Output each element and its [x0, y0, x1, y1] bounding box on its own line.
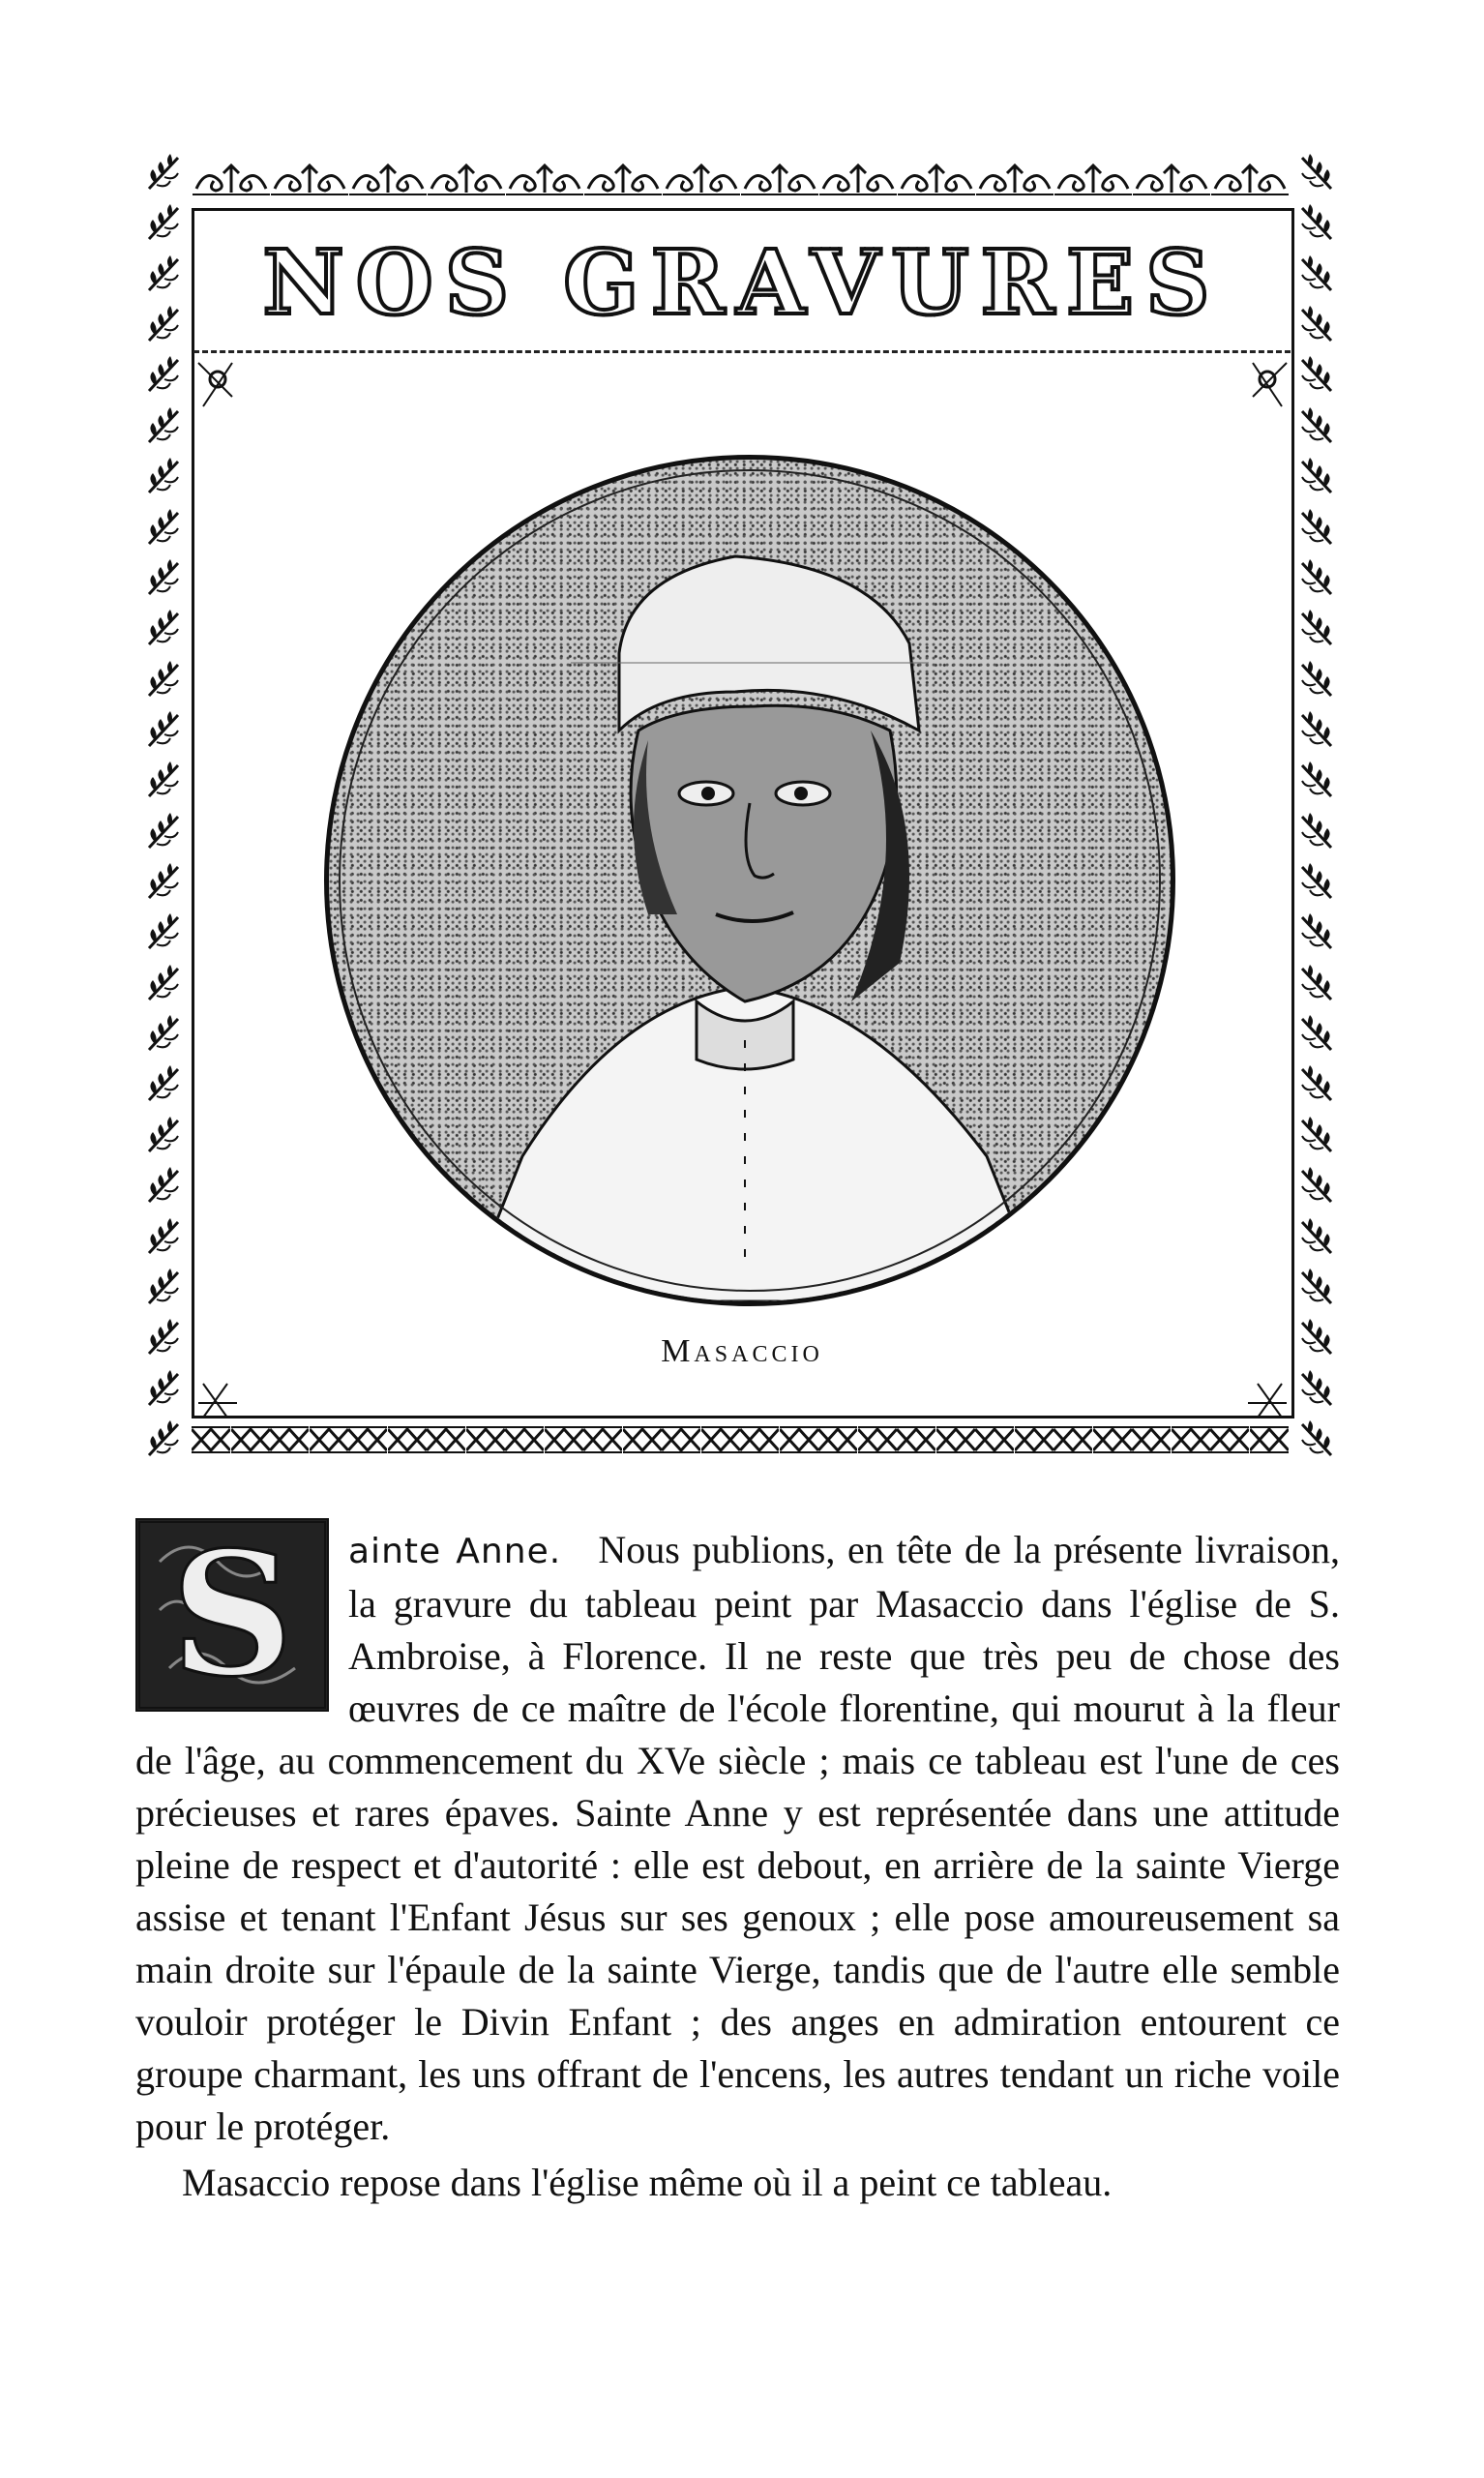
leaf-sprig-icon: [1294, 606, 1339, 650]
lattice-ornament-icon: [466, 1425, 505, 1454]
leaf-sprig-icon: [1294, 150, 1339, 194]
leaf-sprig-icon: [1294, 809, 1339, 853]
leaf-sprig-icon: [141, 302, 186, 346]
leaf-sprig-icon: [141, 1417, 186, 1461]
portrait-medallion: [324, 455, 1175, 1306]
lattice-ornament-icon: [897, 1425, 935, 1454]
leaf-sprig-icon: [1294, 1417, 1339, 1461]
lattice-ornament-icon: [1172, 1425, 1210, 1454]
lattice-ornament-icon: [388, 1425, 427, 1454]
leaf-sprig-icon: [1294, 302, 1339, 346]
dropcap-s: [135, 1514, 329, 1715]
leaf-sprig-icon: [141, 1011, 186, 1056]
page-title: NOS GRAVURES: [193, 230, 1291, 346]
leaf-sprig-icon: [141, 505, 186, 550]
leaf-sprig-icon: [1294, 505, 1339, 550]
scroll-ornament-icon: [193, 160, 270, 198]
leaf-sprig-icon: [141, 352, 186, 397]
scroll-ornament-icon: [584, 160, 662, 198]
right-leaf-border: [1289, 150, 1345, 1461]
scroll-ornament-icon: [271, 160, 348, 198]
leaf-sprig-icon: [1294, 352, 1339, 397]
leaf-sprig-icon: [141, 150, 186, 194]
leaf-sprig-icon: [1294, 403, 1339, 448]
scroll-ornament-icon: [428, 160, 505, 198]
leaf-sprig-icon: [1294, 1011, 1339, 1056]
leaf-sprig-icon: [141, 859, 186, 904]
leaf-sprig-icon: [141, 1366, 186, 1411]
leaf-sprig-icon: [1294, 1061, 1339, 1106]
portrait-engraving: [329, 460, 1171, 1301]
leaf-sprig-icon: [1294, 657, 1339, 702]
article-body: [135, 1514, 1341, 2248]
lattice-ornament-icon: [858, 1425, 897, 1454]
leaf-sprig-icon: [141, 606, 186, 650]
lattice-ornament-icon: [1054, 1425, 1092, 1454]
corner-ornament-icon: [193, 1364, 261, 1422]
top-scroll-border: [192, 152, 1289, 206]
scroll-ornament-icon: [663, 160, 740, 198]
leaf-sprig-icon: [141, 1163, 186, 1208]
scroll-ornament-icon: [506, 160, 583, 198]
leaf-sprig-icon: [141, 961, 186, 1005]
lattice-ornament-icon: [1250, 1425, 1289, 1454]
leaf-sprig-icon: [1294, 1113, 1339, 1157]
leaf-sprig-icon: [141, 1061, 186, 1106]
scroll-ornament-icon: [1133, 160, 1210, 198]
scroll-ornament-icon: [1054, 160, 1132, 198]
leaf-sprig-icon: [1294, 1265, 1339, 1309]
lattice-ornament-icon: [1015, 1425, 1054, 1454]
leaf-sprig-icon: [141, 1265, 186, 1309]
leaf-sprig-icon: [141, 1214, 186, 1259]
lattice-ornament-icon: [310, 1425, 348, 1454]
title-divider: [193, 350, 1291, 353]
lattice-ornament-icon: [975, 1425, 1014, 1454]
scroll-ornament-icon: [741, 160, 818, 198]
leaf-sprig-icon: [1294, 1214, 1339, 1259]
leaf-sprig-icon: [1294, 961, 1339, 1005]
corner-ornament-icon: [1224, 358, 1291, 416]
leaf-sprig-icon: [1294, 1366, 1339, 1411]
leaf-sprig-icon: [141, 200, 186, 245]
leaf-sprig-icon: [1294, 200, 1339, 245]
lattice-ornament-icon: [348, 1425, 387, 1454]
bottom-lattice-border: [192, 1418, 1289, 1461]
scroll-ornament-icon: [898, 160, 975, 198]
lattice-ornament-icon: [662, 1425, 700, 1454]
leaf-sprig-icon: [141, 657, 186, 702]
lattice-ornament-icon: [623, 1425, 662, 1454]
lattice-ornament-icon: [583, 1425, 622, 1454]
lattice-ornament-icon: [936, 1425, 975, 1454]
lattice-ornament-icon: [505, 1425, 544, 1454]
corner-ornament-icon: [193, 358, 261, 416]
leaf-sprig-icon: [141, 1113, 186, 1157]
left-leaf-border: [135, 150, 192, 1461]
lattice-ornament-icon: [427, 1425, 465, 1454]
leaf-sprig-icon: [141, 454, 186, 498]
scroll-ornament-icon: [976, 160, 1054, 198]
leaf-sprig-icon: [141, 758, 186, 802]
paragraph-2: Masaccio repose dans l'église même où il a peint ce tableau.: [182, 2161, 1113, 2204]
leaf-sprig-icon: [1294, 707, 1339, 752]
lattice-ornament-icon: [780, 1425, 818, 1454]
scroll-ornament-icon: [349, 160, 427, 198]
lattice-ornament-icon: [270, 1425, 309, 1454]
leaf-sprig-icon: [1294, 859, 1339, 904]
leaf-sprig-icon: [1294, 555, 1339, 600]
leaf-sprig-icon: [1294, 910, 1339, 954]
corner-ornament-icon: [1224, 1364, 1291, 1422]
leaf-sprig-icon: [141, 910, 186, 954]
leaf-sprig-icon: [1294, 758, 1339, 802]
leaf-sprig-icon: [141, 252, 186, 296]
lattice-ornament-icon: [1132, 1425, 1171, 1454]
leaf-sprig-icon: [141, 555, 186, 600]
lattice-ornament-icon: [231, 1425, 270, 1454]
lattice-ornament-icon: [740, 1425, 779, 1454]
scroll-ornament-icon: [819, 160, 897, 198]
paragraph-1-text: Nous publions, en tête de la présente livraison, la gravure du tableau peint par Masaccio dans l'église de S. Ambroise, à Florence. Il ne reste que très peu de chose des œuvres de ce maître de l'école florentine, qui mourut à la fleur de l'âge, au commencement du XVe siècle ; mais ce tableau est l'une de ces précieuses et rares épaves. Sainte Anne y est représentée dans une attitude pleine de respect et d'autorité : elle est debout, en arrière de la sainte Vierge assise et tenant l'Enfant Jésus sur ses genoux ; elle pose amoureusement sa main droite sur l'épaule de la sainte Vierge, tandis que de l'autre elle semble vouloir protéger le Divin Enfant ; des anges en admiration entourent ce groupe charmant, les uns offrant de l'encens, les autres tendant un riche voile pour le protéger.: [135, 1528, 1341, 2148]
lattice-ornament-icon: [1210, 1425, 1249, 1454]
scroll-ornament-icon: [1211, 160, 1289, 198]
dropcap-letter: S: [170, 1514, 294, 1715]
leaf-sprig-icon: [1294, 1163, 1339, 1208]
leaf-sprig-icon: [141, 809, 186, 853]
leaf-sprig-icon: [1294, 454, 1339, 498]
lattice-ornament-icon: [1093, 1425, 1132, 1454]
lattice-ornament-icon: [192, 1425, 230, 1454]
lattice-ornament-icon: [545, 1425, 583, 1454]
lattice-ornament-icon: [701, 1425, 740, 1454]
leaf-sprig-icon: [141, 403, 186, 448]
lattice-ornament-icon: [818, 1425, 857, 1454]
portrait-caption: Masaccio: [661, 1333, 823, 1369]
lead-text: ainte Anne.: [348, 1532, 562, 1571]
leaf-sprig-icon: [1294, 252, 1339, 296]
leaf-sprig-icon: [141, 707, 186, 752]
